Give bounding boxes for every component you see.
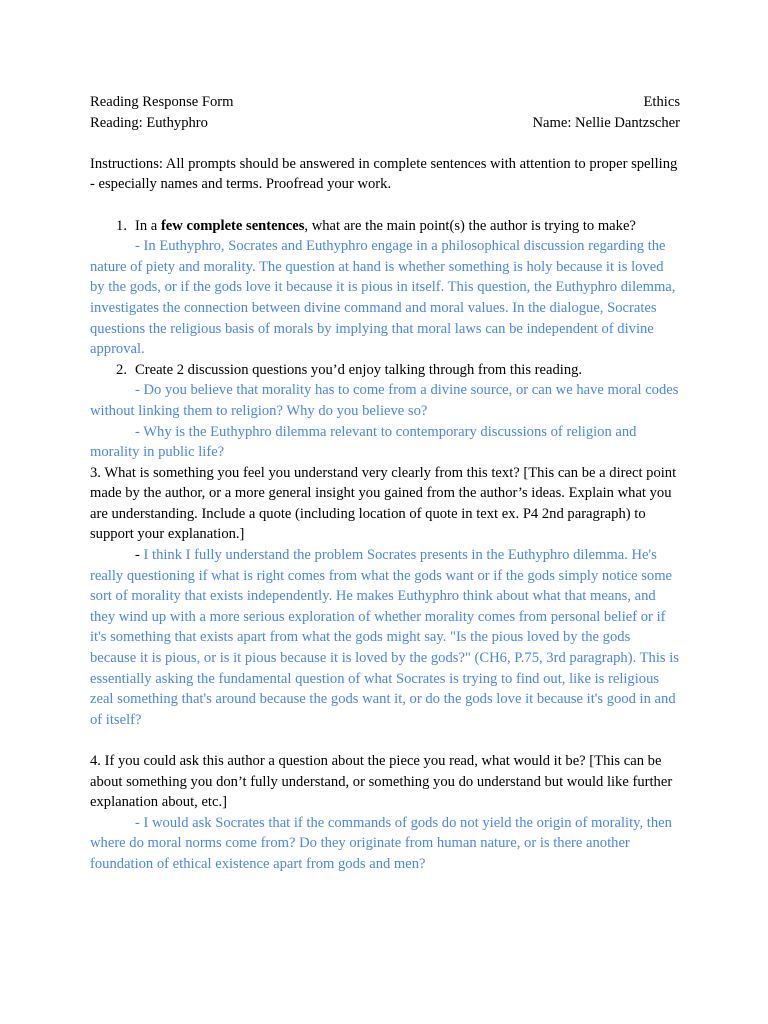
question-2 — [90, 360, 680, 381]
question-1-suffix: , what are the main point(s) the author is trying to make? — [304, 217, 636, 234]
question-1-text — [135, 216, 636, 237]
question-1-number: 1. — [116, 217, 127, 234]
spacer — [90, 133, 680, 154]
header-row-1 — [90, 92, 680, 113]
document-page — [90, 92, 680, 875]
spacer — [90, 195, 680, 216]
question-2-number: 2. — [116, 361, 127, 378]
answer-3 — [90, 545, 680, 730]
answer-4: - I would ask Socrates that if the commands of gods do not yield the origin of morality, then where do moral norms come from? Do they originate from human nature, or is there another foundation of ethical existence apart from gods and men? — [90, 814, 672, 872]
header-row-2 — [90, 113, 680, 134]
question-2-text: Create 2 discussion questions you’d enjoy talking through from this reading. — [135, 361, 583, 378]
reading-label: Reading: Euthyphro — [90, 114, 208, 131]
answer-2a: - Do you believe that morality has to come from a divine source, or can we have moral codes without linking them to religion? Why do you believe so? — [90, 382, 679, 419]
answer-3-dash: - — [135, 547, 144, 564]
question-1-prefix: In a — [135, 217, 161, 234]
question-4-text: 4. If you could ask this author a question about the piece you read, what would it be? [This can be about something you don’t fully understand, or something you do understand but would like further explanation about, etc.] — [90, 753, 673, 811]
form-title: Reading Response Form — [90, 94, 234, 110]
student-name: Name: Nellie Dantzscher — [532, 114, 680, 131]
instructions: Instructions: All prompts should be answered in complete sentences with attention to proper spelling - especially names and terms. Proofread your work. — [90, 155, 678, 193]
answer-2b: - Why is the Euthyphro dilemma relevant to contemporary discussions of religion and morality in public life? — [90, 423, 637, 461]
question-3-text: 3. What is something you feel you understand very clearly from this text? [This can be a direct point made by the author, or a more general insight you gained from the author’s ideas. Explain what you are understanding. Include a quote (including location of quote in text ex. P4 2nd paragraph) to support your explanation.] — [90, 464, 677, 543]
answer-3-text: I think I fully understand the problem Socrates presents in the Euthyphro dilemma. He's really questioning if what is right comes from what the gods want or if the gods simply notice some sort of morality that exists independently. He makes Euthyphro think about what that means, and they wind up with a more serious exploration of whether morality comes from personal belief or if it's something that exists apart from what the gods might say. "Is the pious loved by the gods because it is pious, or is it pious because it is loved by the gods?" (CH6, P.75, 3rd paragraph). This is essentially asking the fundamental question of what Socrates is trying to find out, like is religious zeal something that's around because the gods want it, or do the gods love it because it's good in and of itself? — [90, 547, 679, 728]
answer-1: - In Euthyphro, Socrates and Euthyphro engage in a philosophical discussion regarding the nature of piety and morality. The question at hand is whether something is holy because it is loved by the gods, or if the gods love it because it is pious in itself. This question, the Euthyphro dilemma, investigates the connection between divine command and moral values. In the dialogue, Socrates questions the religious basis of morals by implying that moral laws can be independent of divine approval. — [90, 238, 676, 358]
spacer — [90, 730, 680, 751]
question-1 — [90, 216, 680, 237]
question-1-bold: few complete sentences — [160, 217, 305, 234]
subject-label: Ethics — [643, 94, 680, 110]
